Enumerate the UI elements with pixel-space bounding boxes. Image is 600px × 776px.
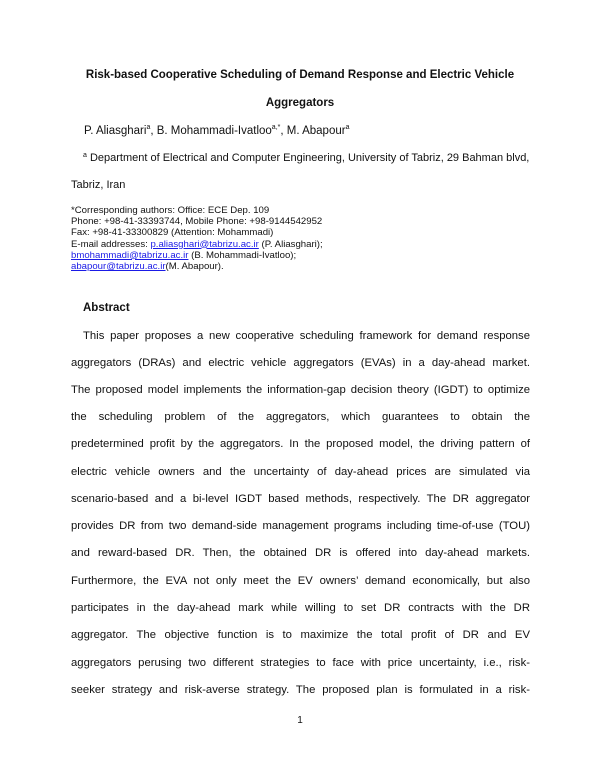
abstract-line: aggregators perusing two different strategies to face with price uncertainty, i.e., risk- [71,657,530,669]
corresponding-phone: Phone: +98-41-33393744, Mobile Phone: +98-9144542952 [71,216,323,228]
email-prefix: E-mail addresses: [71,238,151,250]
email-link-mohammadi[interactable]: bmohammadi@tabrizu.ac.ir [71,249,189,261]
abstract-line: This paper proposes a new cooperative scheduling framework for demand response [83,330,530,342]
email-link-abapour[interactable]: abapour@tabrizu.ac.ir [71,261,166,273]
corresponding-author-block [71,205,323,272]
author-1-affiliation-mark: a [146,124,151,131]
abstract-line: scenario-based and a bi-level IGDT based methods, respectively. The DR aggregator [71,493,530,505]
affiliation-line-1 [83,152,529,164]
email-owner-aliasghari: (P. Aliasghari); [258,238,323,250]
abstract-line: predetermined profit by the aggregators. In the proposed model, the driving pattern of [71,438,530,450]
corresponding-fax: Fax: +98-41-33300829 (Attention: Mohammadi) [71,227,274,239]
email-owner-abapour: (M. Abapour). [165,261,224,273]
abstract-line: electric vehicle owners and the uncertainty of day-ahead prices are simulated via [71,466,530,478]
abstract-line: aggregators (DRAs) and electric vehicle aggregators (EVAs) in a day-ahead market. [71,357,530,369]
abstract-line: participates in the day-ahead mark while willing to set DR contracts with the DR [71,602,530,614]
author-3-affiliation-mark: a [345,124,350,131]
abstract-line: the scheduling problem of the aggregators, which guarantees to obtain the [71,411,530,423]
email-owner-mohammadi: (B. Mohammadi-Ivatloo); [188,249,297,261]
email-line-2 [71,250,323,261]
author-1: P. Aliasghari [84,125,147,137]
author-2: B. Mohammadi-Ivatloo [156,125,272,137]
abstract-line: The proposed model implements the information-gap decision theory (IGDT) to optimize [71,384,530,396]
email-line-1 [71,239,323,250]
author-2-affiliation-mark: a,* [271,124,281,131]
author-list [84,124,349,137]
corresponding-office: *Corresponding authors: Office: ECE Dep. 109 [71,205,270,216]
email-line-3 [71,261,323,272]
affiliation-line-2: Tabriz, Iran [71,179,126,191]
affiliation-mark: a [83,152,87,159]
abstract-heading: Abstract [83,302,130,314]
abstract-line: aggregator. The objective function is to maximize the total profit of DR and EV [71,629,530,641]
author-3: M. Abapour [286,125,346,137]
author-separator: , [150,125,157,137]
abstract-line: Furthermore, the EVA not only meet the EV owners’ demand economically, but also [71,575,530,587]
abstract-line: provides DR from two demand-side management programs including time-of-use (TOU) [71,520,530,532]
paper-title-line-2: Aggregators [265,97,335,109]
abstract-line: seeker strategy and risk-averse strategy. The proposed plan is formulated in a risk- [71,684,530,696]
author-separator: , [280,125,287,137]
page-number: 1 [297,715,303,726]
paper-title-line-1: Risk-based Cooperative Scheduling of Demand Response and Electric Vehicle [85,69,515,81]
affiliation-text: Department of Electrical and Computer Engineering, University of Tabriz, 29 Bahman blvd, [86,152,530,164]
email-link-aliasghari[interactable]: p.aliasghari@tabrizu.ac.ir [150,238,259,250]
abstract-line: and reward-based DR. Then, the obtained DR is offered into day-ahead markets. [71,547,530,559]
